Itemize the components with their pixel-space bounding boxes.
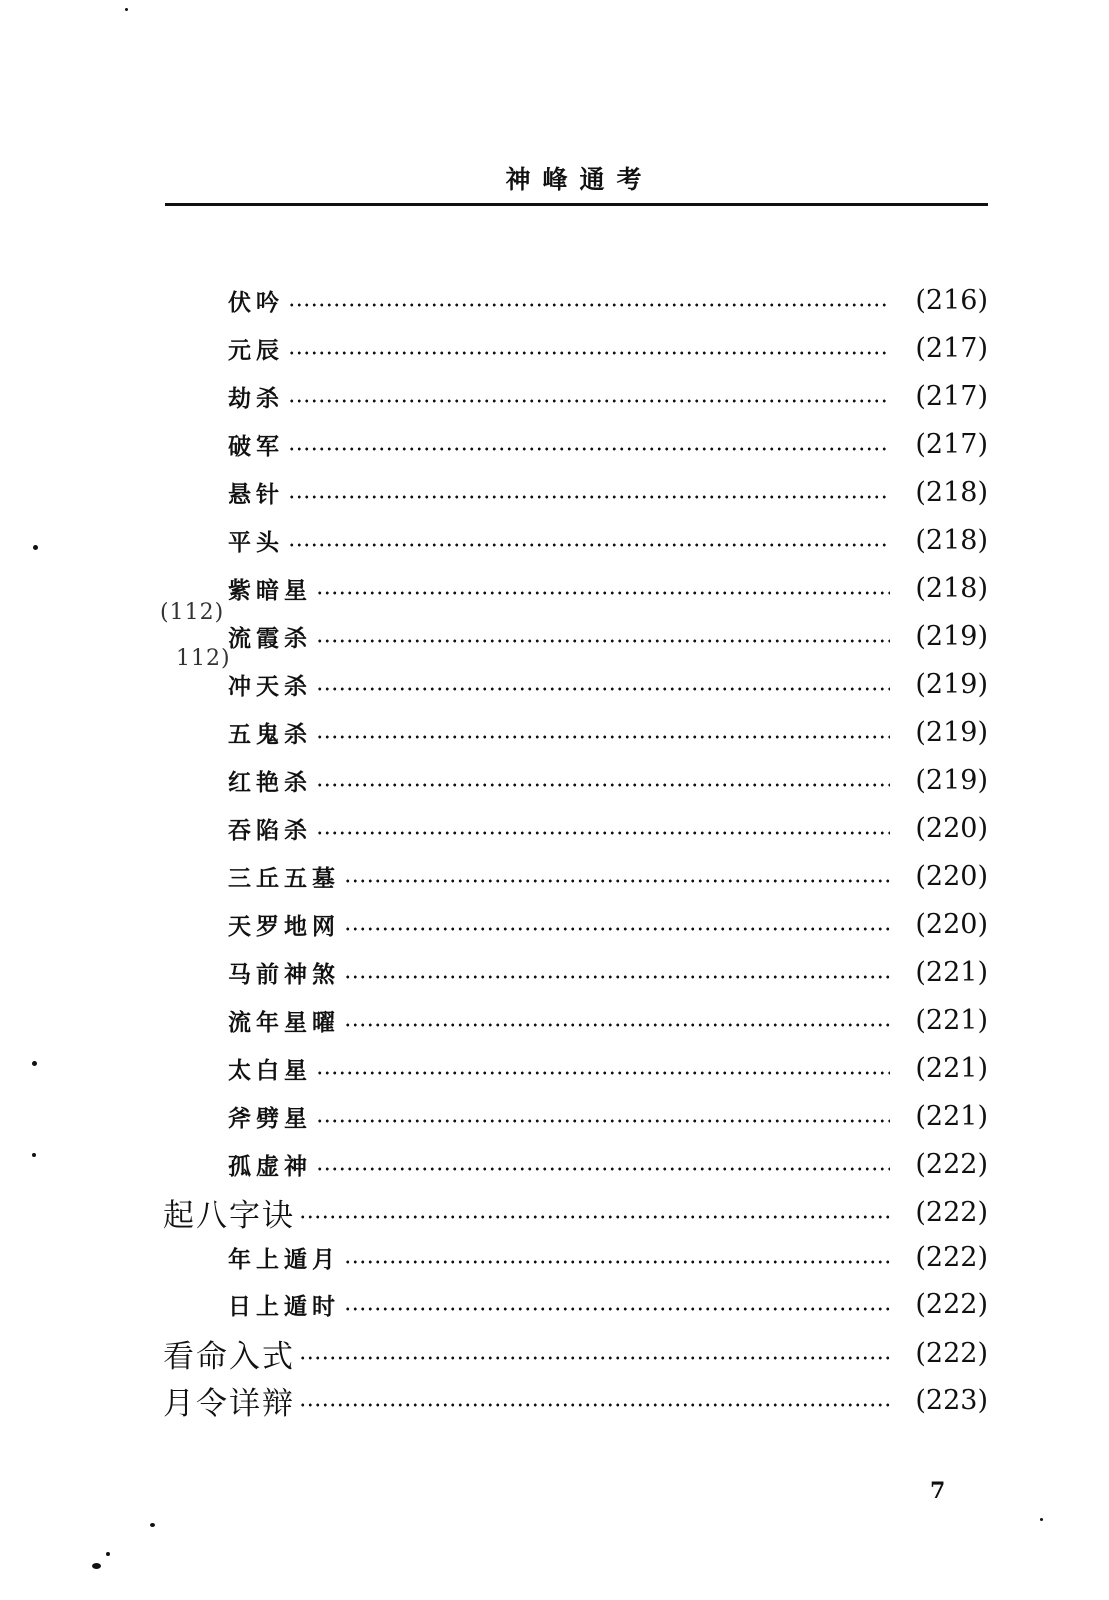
toc-entry	[228, 616, 988, 656]
dot-leader	[344, 975, 890, 979]
toc-entry	[228, 1000, 988, 1040]
dot-leader	[316, 783, 890, 787]
scan-speck	[150, 1523, 155, 1527]
toc-entry-page: (222)	[915, 1196, 988, 1228]
dot-leader	[316, 639, 890, 643]
scan-speck	[32, 1061, 37, 1066]
toc-entry	[228, 1144, 988, 1184]
toc-entry-page: (218)	[915, 572, 988, 604]
toc-entry-label: 天罗地网	[228, 912, 340, 940]
dot-leader	[299, 1403, 890, 1407]
dot-leader	[316, 1167, 890, 1171]
scan-speck	[125, 8, 128, 11]
toc-entry-label: 流霞杀	[228, 624, 312, 652]
toc-entry	[228, 1096, 988, 1136]
dot-leader	[316, 687, 890, 691]
toc-entry-page: (218)	[915, 476, 988, 508]
scan-speck	[92, 1563, 101, 1569]
toc-entry-label: 紫暗星	[228, 576, 312, 604]
scan-speck	[106, 1552, 110, 1556]
bleed-through-text: (112)	[160, 600, 225, 625]
toc-entry-page: (221)	[915, 956, 988, 988]
toc-entry-label: 吞陷杀	[228, 816, 312, 844]
page-number: 7	[930, 1478, 946, 1504]
toc-entry-page: (217)	[915, 428, 988, 460]
toc-entry-label: 平头	[228, 528, 284, 556]
toc-entry	[228, 424, 988, 464]
toc-entry-page: (219)	[915, 668, 988, 700]
toc-entry-page: (220)	[915, 812, 988, 844]
toc-entry	[228, 472, 988, 512]
toc-entry-page: (219)	[915, 620, 988, 652]
dot-leader	[288, 543, 890, 547]
toc-entry-page: (222)	[915, 1241, 988, 1273]
toc-entry-label: 马前神煞	[228, 960, 340, 988]
toc-entry	[228, 280, 988, 320]
toc-entry-label: 伏吟	[228, 288, 284, 316]
toc-entry-page: (217)	[915, 380, 988, 412]
toc-entry-label: 斧劈星	[228, 1104, 312, 1132]
toc-entry	[228, 664, 988, 704]
toc-entry	[228, 328, 988, 368]
toc-entry-label: 悬针	[228, 480, 284, 508]
toc-entry-page: (222)	[915, 1337, 988, 1369]
toc-entry-label: 太白星	[228, 1056, 312, 1084]
dot-leader	[288, 447, 890, 451]
toc-entry	[163, 1333, 988, 1373]
toc-entry-page: (221)	[915, 1004, 988, 1036]
toc-entry-page: (220)	[915, 908, 988, 940]
dot-leader	[288, 351, 890, 355]
toc-entry-page: (218)	[915, 524, 988, 556]
header-rule	[165, 203, 988, 206]
dot-leader	[316, 831, 890, 835]
dot-leader	[344, 1023, 890, 1027]
toc-entry	[228, 712, 988, 752]
dot-leader	[316, 591, 890, 595]
bleed-through-text: 112)	[176, 646, 231, 671]
toc-entry-label: 流年星曜	[228, 1008, 340, 1036]
toc-entry	[228, 904, 988, 944]
toc-entry-label: 起八字诀	[163, 1197, 295, 1234]
dot-leader	[299, 1356, 890, 1360]
toc-entry	[228, 1284, 988, 1324]
dot-leader	[288, 495, 890, 499]
dot-leader	[288, 303, 890, 307]
toc-entry-label: 孤虚神	[228, 1152, 312, 1180]
scan-speck	[1040, 1518, 1043, 1521]
running-header-title: 神峰通考	[505, 165, 654, 194]
toc-entry	[228, 808, 988, 848]
toc-entry-label: 月令详辩	[163, 1385, 295, 1422]
toc-entry-label: 五鬼杀	[228, 720, 312, 748]
toc-entry	[228, 952, 988, 992]
toc-entry-label: 破军	[228, 432, 284, 460]
toc-entry-page: (219)	[915, 764, 988, 796]
dot-leader	[344, 927, 890, 931]
dot-leader	[344, 1260, 890, 1264]
dot-leader	[288, 399, 890, 403]
toc-entry-page: (223)	[915, 1384, 988, 1416]
toc-entry	[228, 568, 988, 608]
toc-entry-label: 冲天杀	[228, 672, 312, 700]
toc-entry-page: (219)	[915, 716, 988, 748]
toc-entry-label: 劫杀	[228, 384, 284, 412]
dot-leader	[316, 735, 890, 739]
toc-entry	[163, 1192, 988, 1232]
toc-entry-label: 看命入式	[163, 1338, 295, 1375]
toc-entry-page: (220)	[915, 860, 988, 892]
toc-entry	[228, 1048, 988, 1088]
scan-speck	[33, 545, 38, 550]
toc-entry	[228, 376, 988, 416]
toc-entry-page: (217)	[915, 332, 988, 364]
toc-entry-page: (221)	[915, 1100, 988, 1132]
toc-entry-label: 元辰	[228, 336, 284, 364]
toc-entry-label: 年上遁月	[228, 1245, 340, 1273]
toc-entry-label: 红艳杀	[228, 768, 312, 796]
dot-leader	[316, 1071, 890, 1075]
toc-entry-label: 三丘五墓	[228, 864, 340, 892]
dot-leader	[299, 1215, 890, 1219]
toc-entry-page: (222)	[915, 1288, 988, 1320]
toc-entry	[163, 1380, 988, 1420]
dot-leader	[316, 1119, 890, 1123]
toc-entry-page: (222)	[915, 1148, 988, 1180]
toc-entry-page: (216)	[915, 284, 988, 316]
toc-entry-label: 日上遁时	[228, 1292, 340, 1320]
dot-leader	[344, 1307, 890, 1311]
toc-entry	[228, 760, 988, 800]
toc-entry-page: (221)	[915, 1052, 988, 1084]
toc-entry	[228, 856, 988, 896]
toc-entry	[228, 520, 988, 560]
toc-entry	[228, 1237, 988, 1277]
scan-speck	[32, 1153, 36, 1157]
dot-leader	[344, 879, 890, 883]
